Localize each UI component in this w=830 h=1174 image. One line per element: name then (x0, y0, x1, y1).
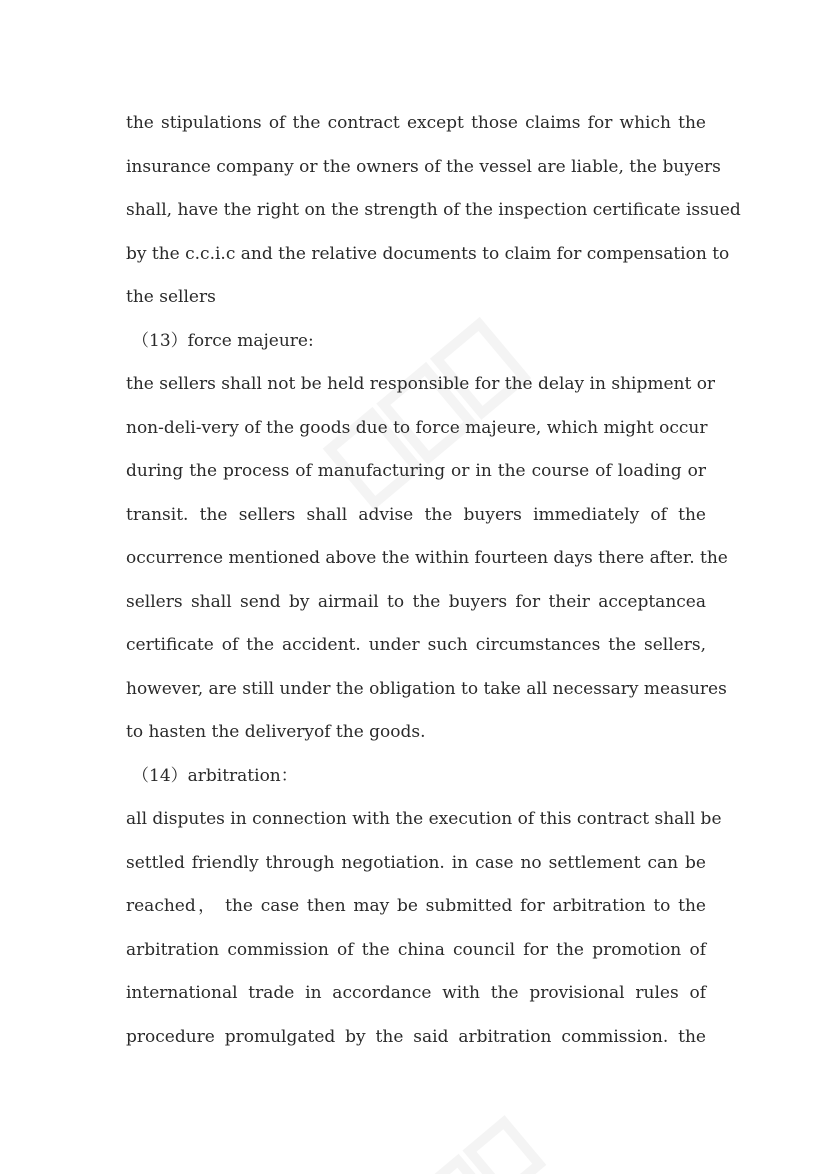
text-line: shall, have the right on the strength of the inspection certificate issued (126, 200, 741, 220)
text-line: arbitration commission of the china council for the promotion of (126, 939, 706, 960)
text-line: during the process of manufacturing or in the course of loading or (126, 461, 706, 481)
text-line: occurrence mentioned above the within fourteen days there after. the (126, 548, 728, 568)
text-line: however, are still under the obligation to take all necessary measures (126, 678, 727, 699)
text-line: the stipulations of the contract except those claims for which the (126, 113, 706, 133)
section-heading-force-majeure: （13）force majeure: (132, 330, 314, 351)
text-line: reached， the case then may be submitted for arbitration to the (126, 896, 706, 916)
text-line: to hasten the deliveryof the goods. (126, 722, 426, 742)
text-line: the sellers (126, 287, 216, 307)
text-line: transit. the sellers shall advise the buyers immediately of the (126, 504, 706, 525)
text-line: certificate of the accident. under such circumstances the sellers, (126, 635, 706, 655)
text-line: by the c.c.i.c and the relative documents to claim for compensation to (126, 243, 730, 264)
text-line: all disputes in connection with the execution of this contract shall be (126, 809, 722, 829)
section-heading-arbitration: （14）arbitration： (132, 765, 298, 786)
watermark-logo-bottom (400, 1100, 580, 1174)
text-line: insurance company or the owners of the vessel are liable, the buyers (126, 156, 721, 177)
body-text (126, 102, 741, 1059)
text-line: procedure promulgated by the said arbitration commission. the (126, 1026, 706, 1047)
text-line: sellers shall send by airmail to the buyers for their acceptancea (126, 591, 706, 612)
text-line: international trade in accordance with the provisional rules of (126, 983, 706, 1003)
text-line: settled friendly through negotiation. in case no settlement can be (126, 852, 706, 873)
text-line: non-deli-very of the goods due to force majeure, which might occur (126, 417, 708, 438)
text-line: the sellers shall not be held responsible for the delay in shipment or (126, 374, 716, 394)
